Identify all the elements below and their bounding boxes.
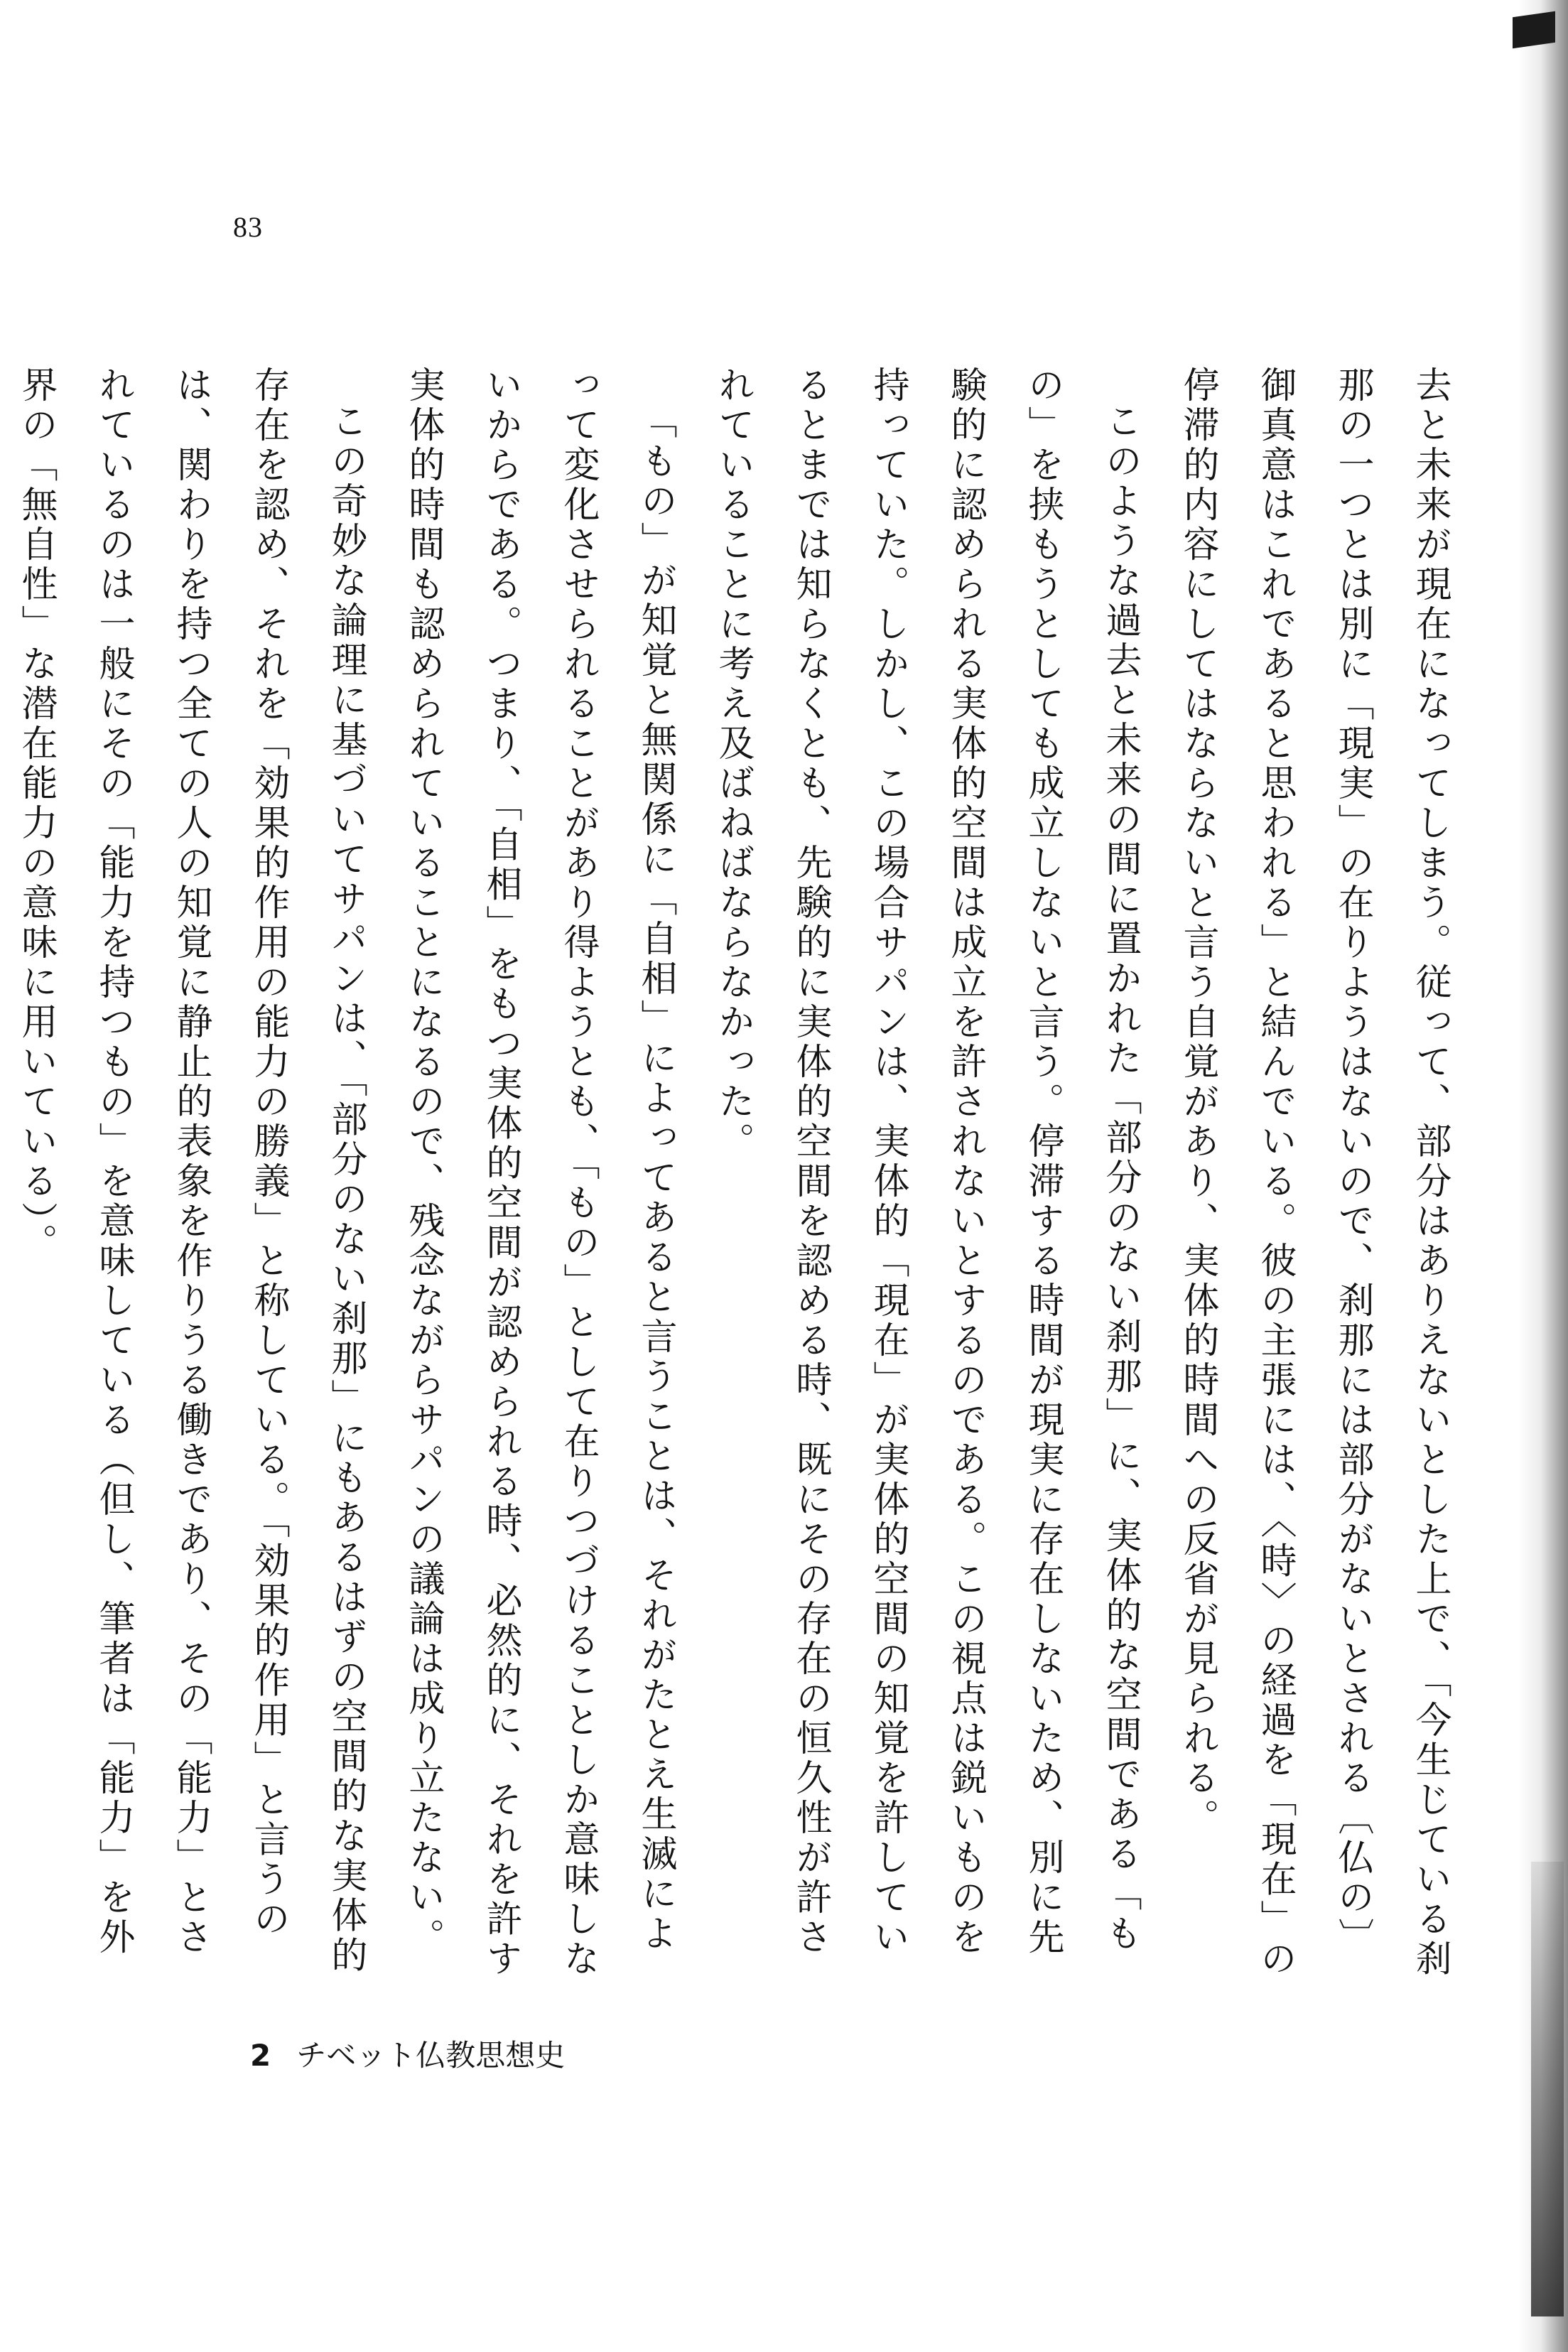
paragraph: 「もの」が知覚と無関係に「自相」によってあると言うことは、それがたとえ生滅によって変化させられることがあり得ようとも、「もの」として在りつづけることしか意味しないからである。つまり、「自相」をもつ実体的空間が認められる時、必然的に、それを許す実体的時間も認められていることになるので、残念ながらサパンの議論は成り立たない。	[402, 366, 676, 1980]
chapter-title: チベット仏教思想史	[296, 2038, 566, 2073]
paragraph: 去と未来が現在になってしまう。従って、部分はありえないとした上で、「今生じている刹那の一つとは別に「現実」の在りようはないので、刹那には部分がないとされる〔仏の〕御真意はこれであると思われる」と結んでいる。彼の主張には、〈時〉の経過を「現在」の停滞的内容にしてはならないと言う自覚があり、実体的時間への反省が見られる。	[1177, 366, 1451, 1980]
paragraph: この奇妙な論理に基づいてサパンは、「部分のない刹那」にもあるはずの空間的な実体的存在を認め、それを「効果的作用の能力の勝義」と称している。「効果的作用」と言うのは、関わりを持つ全ての人の知覚に静止的表象を作りうる働きであり、その「能力」とされているのは一般にその「能力を持つもの」を意味している（但し、筆者は「能力」を外界の「無自性」な潜在能力の意味に用いている）。	[15, 366, 367, 1976]
body-text	[15, 366, 1469, 1993]
scan-mark-top	[1513, 11, 1555, 48]
chapter-number: 2	[250, 2038, 271, 2073]
scan-mark-bottom	[1531, 1862, 1564, 2316]
page-number: 83	[233, 211, 263, 243]
running-footer	[250, 2032, 565, 2075]
paragraph: このような過去と未来の間に置かれた「部分のない刹那」に、実体的な空間である「もの」を挟もうとしても成立しないと言う。停滞する時間が現実に存在しないため、別に先験的に認められる実体的空間は成立を許されないとするのである。この視点は鋭いものを持っていた。しかし、この場合サパンは、実体的「現在」が実体的空間の知覚を許しているとまでは知らなくとも、先験的に実体的空間を認める時、既にその存在の恒久性が許されていることに考え及ばねばならなかった。	[712, 366, 1141, 1958]
